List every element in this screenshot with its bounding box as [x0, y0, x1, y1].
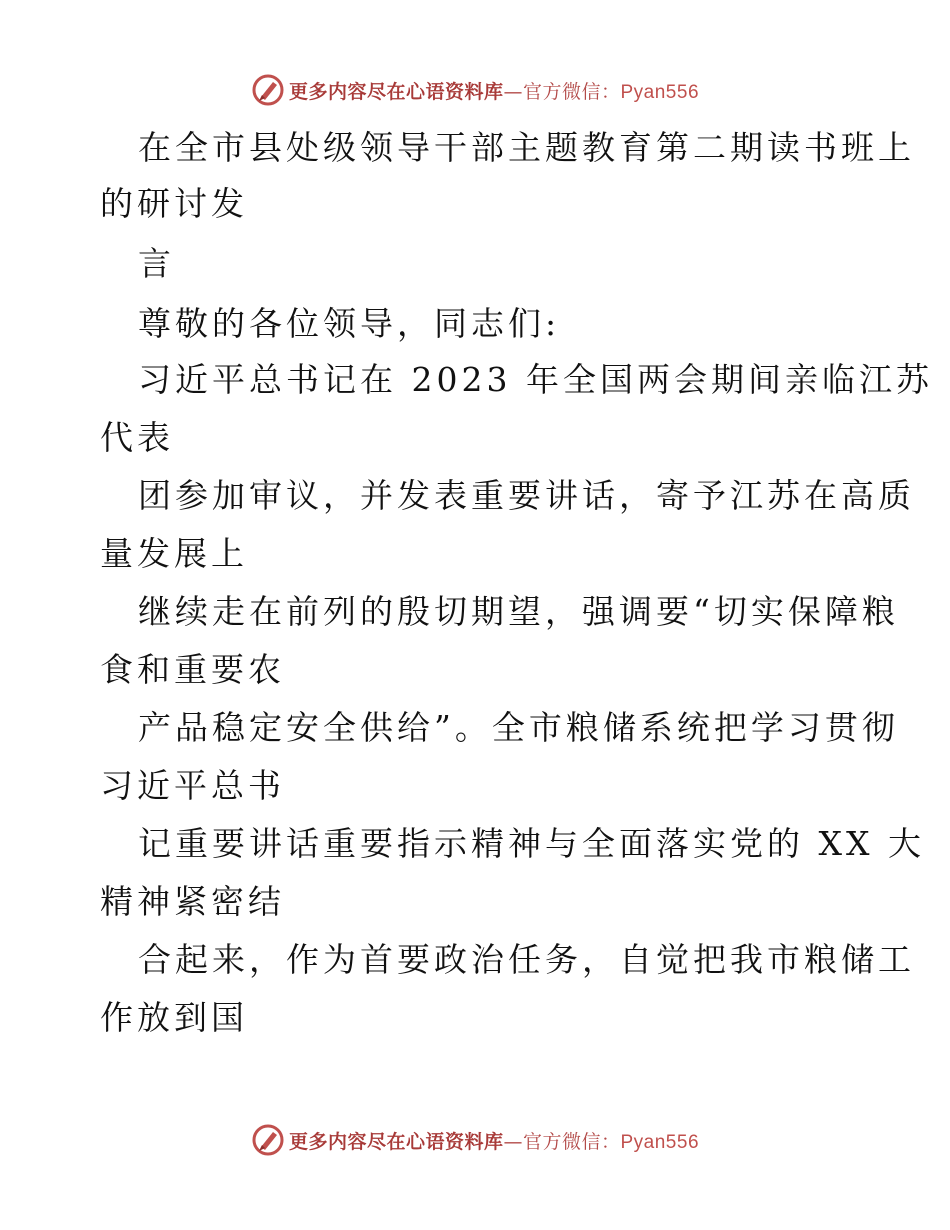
watermark-code: Pyan556 [620, 81, 700, 103]
watermark-text [289, 1127, 699, 1154]
doc-line: 食和重要农 [100, 650, 285, 689]
pen-nib-circle-icon [251, 73, 285, 107]
doc-line: 作放到国 [100, 998, 248, 1037]
pen-nib-circle-icon [251, 1123, 285, 1157]
doc-line: 产品稳定安全供给”。全市粮储系统把学习贯彻 [138, 708, 899, 747]
watermark-lead: 更多内容尽在心语资料库 [288, 1130, 504, 1153]
doc-line: 的研讨发 [100, 184, 248, 223]
doc-line: 团参加审议，并发表重要讲话，寄予江苏在高质 [138, 476, 915, 515]
doc-line: 代表 [100, 418, 174, 457]
doc-line: 精神紧密结 [100, 882, 285, 921]
watermark-text [289, 77, 699, 104]
footer-watermark [0, 1120, 950, 1160]
header-watermark [0, 70, 950, 110]
doc-line: 言 [138, 244, 175, 283]
watermark-rest: 官方微信： [522, 80, 621, 103]
doc-line: 量发展上 [100, 534, 248, 573]
doc-line: 继续走在前列的殷切期望，强调要“切实保障粮 [138, 592, 899, 631]
watermark-code: Pyan556 [620, 1131, 700, 1153]
doc-line: 合起来，作为首要政治任务，自觉把我市粮储工 [138, 940, 915, 979]
watermark-lead: 更多内容尽在心语资料库 [288, 80, 504, 103]
doc-line: 记重要讲话重要指示精神与全面落实党的 XX 大 [138, 824, 925, 863]
watermark-rest: 官方微信： [522, 1130, 621, 1153]
doc-line: 习近平总书记在 2023 年全国两会期间亲临江苏 [138, 360, 933, 399]
watermark-dash: — [503, 1130, 523, 1153]
doc-line: 习近平总书 [100, 766, 285, 805]
doc-line: 尊敬的各位领导，同志们: [138, 304, 561, 343]
watermark-dash: — [503, 80, 523, 103]
doc-line: 在全市县处级领导干部主题教育第二期读书班上 [138, 128, 915, 167]
